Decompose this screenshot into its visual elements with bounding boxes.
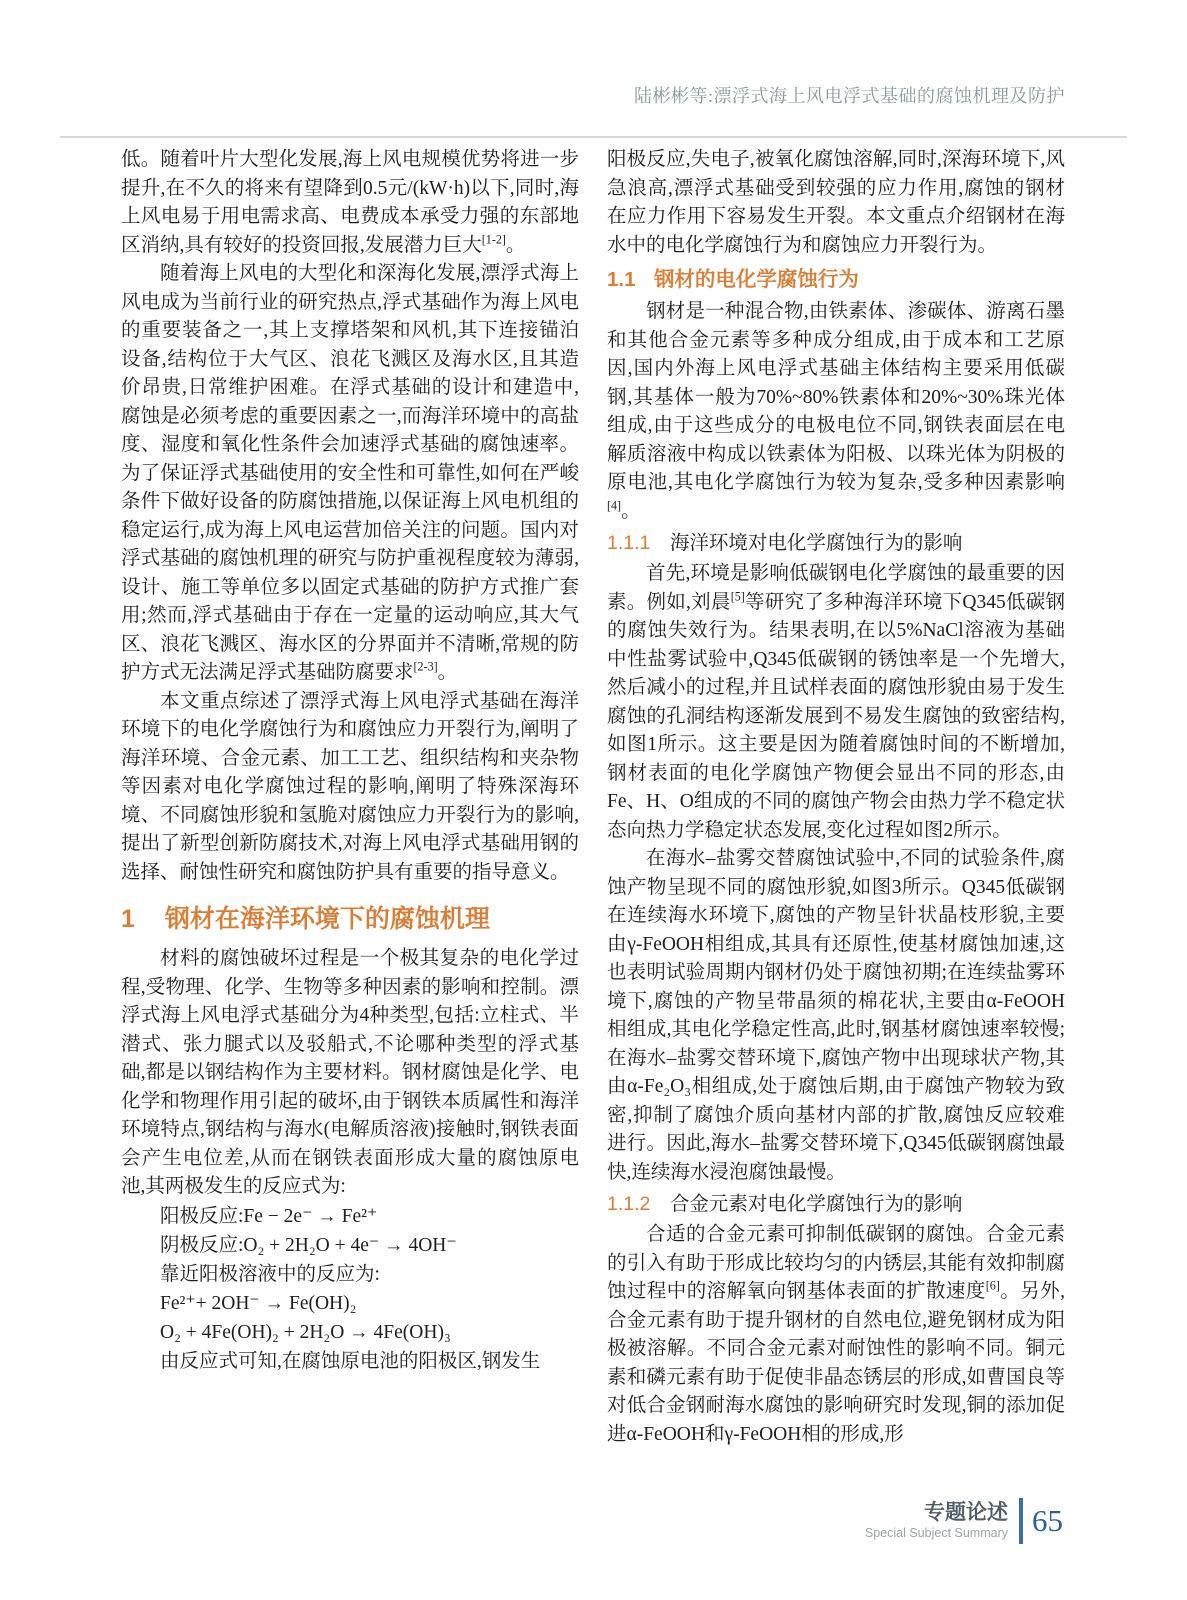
section-title: 钢材在海洋环境下的腐蚀机理 xyxy=(164,905,490,933)
page-footer xyxy=(865,1498,1063,1544)
paragraph: 合适的合金元素可抑制低碳钢的腐蚀。合金元素的引入有助于形成比较均匀的内锈层,其能有效抑制腐蚀过程中的溶解氧向钢基体表面的扩散速度[6]。另外,合金元素有助于提升钢材的自然电位,避免钢材成为阳极被溶解。不同合金元素对耐蚀性的影响不同。铜元素和磷元素有助于促使非晶态锈层的形成,如曹国良等对低合金钢耐海水腐蚀的影响研究时发现,铜的添加促进α-FeOOH和γ-FeOOH相的形成,形 xyxy=(607,1224,1065,1445)
running-title: 陆彬彬等:漂浮式海上风电浮式基础的腐蚀机理及防护 xyxy=(634,86,1065,106)
paragraph: 阳极反应,失电子,被氧化腐蚀溶解,同时,深海环境下,风急浪高,漂浮式基础受到较强的应力作用,腐蚀的钢材在应力作用下容易发生开裂。本文重点介绍钢材在海水中的电化学腐蚀行为和腐蚀应力开裂行为。 xyxy=(607,149,1065,256)
paragraph: 由反应式可知,在腐蚀原电池的阳极区,钢发生 xyxy=(160,1350,541,1372)
footer-section-labels xyxy=(865,1501,1008,1541)
section-heading-1 xyxy=(121,903,579,935)
page-number: 65 xyxy=(1032,1503,1063,1538)
paragraph: 本文重点综述了漂浮式海上风电浮式基础在海洋环境下的电化学腐蚀行为和腐蚀应力开裂行为,阐明了海洋环境、合金元素、加工工艺、组织结构和夹杂物等因素对电化学腐蚀过程的影响,阐明了特殊深海环境、不同腐蚀形貌和氢脆对腐蚀应力开裂行为的影响,提出了新型创新防腐技术,对海上风电浮式基础用钢的选择、耐蚀性研究和腐蚀防护具有重要的指导意义。 xyxy=(121,690,579,883)
article-body xyxy=(121,146,1065,1449)
section-heading-1-1-1 xyxy=(607,529,1065,558)
section-number: 1.1 xyxy=(607,268,636,291)
right-column xyxy=(607,146,1065,1449)
footer-section-cn: 专题论述 xyxy=(924,1501,1008,1524)
equation-anodic: 阳极反应:Fe − 2e⁻ → Fe²⁺ xyxy=(160,1205,378,1227)
equation-hydroxide: Fe²⁺+ 2OH⁻ → Fe(OH)₂ xyxy=(160,1292,357,1314)
paragraph: 首先,环境是影响低碳钢电化学腐蚀的最重要的因素。例如,刘晨[5]等研究了多种海洋环境下Q345低碳钢的腐蚀失效行为。结果表明,在以5%NaCl溶液为基础中性盐雾试验中,Q345低碳钢的锈蚀率是一个先增大,然后减小的过程,并且试样表面的腐蚀形貌由易于发生腐蚀的孔洞结构逐渐发展到不易发生腐蚀的致密结构,如图1所示。这主要是因为随着腐蚀时间的不断增加,钢材表面的电化学腐蚀产物便会显出不同的形态,由Fe、H、O组成的不同的腐蚀产物会由热力学不稳定状态向热力学稳定状态发展,变化过程如图2所示。 xyxy=(607,563,1065,841)
section-heading-1-1 xyxy=(607,265,1065,294)
section-title: 钢材的电化学腐蚀行为 xyxy=(653,268,859,291)
equation-oxidation: O₂ + 4Fe(OH)₂ + 2H₂O → 4Fe(OH)₃ xyxy=(160,1321,451,1343)
equation-label: 靠近阳极溶液中的反应为: xyxy=(160,1263,380,1285)
paragraph: 材料的腐蚀破坏过程是一个极其复杂的电化学过程,受物理、化学、生物等多种因素的影响和控制。漂浮式海上风电浮式基础分为4种类型,包括:立柱式、半潜式、张力腿式以及驳船式,不论哪种类型的浮式基础,都是以钢结构作为主要材料。钢材腐蚀是化学、电化学和物理作用引起的破坏,由于钢铁本质属性和海洋环境特点,钢结构与海水(电解质溶液)接触时,钢铁表面会产生电位差,从而在钢铁表面形成大量的腐蚀原电池,其两极发生的反应式为: xyxy=(121,948,579,1197)
section-title: 合金元素对电化学腐蚀行为的影响 xyxy=(669,1193,963,1215)
section-number: 1 xyxy=(121,905,135,933)
left-column xyxy=(121,146,579,1449)
section-heading-1-1-2 xyxy=(607,1190,1065,1219)
paragraph: 在海水–盐雾交替腐蚀试验中,不同的试验条件,腐蚀产物呈现不同的腐蚀形貌,如图3所示。Q345低碳钢在连续海水环境下,腐蚀的产物呈针状晶枝形貌,主要由γ-FeOOH相组成,其具有还原性,使基材腐蚀加速,这也表明试验周期内钢材仍处于腐蚀初期;在连续盐雾环境下,腐蚀的产物呈带晶须的棉花状,主要由α-FeOOH相组成,其电化学稳定性高,此时,钢基材腐蚀速率较慢;在海水–盐雾交替环境下,腐蚀产物中出现球状产物,其由α-Fe₂O₃相组成,处于腐蚀后期,由于腐蚀产物较为致密,抑制了腐蚀介质向基材内部的扩散,腐蚀反应较难进行。因此,海水–盐雾交替环境下,Q345低碳钢腐蚀最快,连续海水浸泡腐蚀最慢。 xyxy=(607,848,1065,1183)
paragraph: 低。随着叶片大型化发展,海上风电规模优势将进一步提升,在不久的将来有望降到0.5元/(kW·h)以下,同时,海上风电易于用电需求高、电费成本承受力强的东部地区消纳,具有较好的投资回报,发展潜力巨大[1-2]。 xyxy=(121,149,579,256)
section-number: 1.1.2 xyxy=(607,1193,651,1215)
footer-divider xyxy=(1019,1498,1023,1544)
equation-cathodic: 阴极反应:O₂ + 2H₂O + 4e⁻ → 4OH⁻ xyxy=(160,1234,457,1256)
section-number: 1.1.1 xyxy=(607,532,651,554)
section-title: 海洋环境对电化学腐蚀行为的影响 xyxy=(669,532,963,554)
footer-section-en: Special Subject Summary xyxy=(864,1526,1008,1540)
paragraph: 钢材是一种混合物,由铁素体、渗碳体、游离石墨和其他合金元素等多种成分组成,由于成本和工艺原因,国内外海上风电浮式基础主体结构主要采用低碳钢,其基体一般为70%~80%铁素体和20%~30%珠光体组成,由于这些成分的电极电位不同,钢铁表面层在电解质溶液中构成以铁素体为阳极、以珠光体为阴极的原电池,其电化学腐蚀行为较为复杂,受多种因素影响[4]。 xyxy=(607,301,1065,522)
paragraph: 随着海上风电的大型化和深海化发展,漂浮式海上风电成为当前行业的研究热点,浮式基础作为海上风电的重要装备之一,其上支撑塔架和风机,其下连接锚泊设备,结构位于大气区、浪花飞溅区及海水区,且其造价昂贵,日常维护困难。在浮式基础的设计和建造中,腐蚀是必须考虑的重要因素之一,而海洋环境中的高盐度、湿度和氧化性条件会加速浮式基础的腐蚀速率。为了保证浮式基础使用的安全性和可靠性,如何在严峻条件下做好设备的防腐蚀措施,以保证海上风电机组的稳定运行,成为海上风电运营加倍关注的问题。国内对浮式基础的腐蚀机理的研究与防护重视程度较为薄弱,设计、施工等单位多以固定式基础的防护方式推广套用;然而,浮式基础由于存在一定量的运动响应,其大气区、浪花飞溅区、海水区的分界面并不清晰,常规的防护方式无法满足浮式基础防腐要求[2-3]。 xyxy=(121,263,579,683)
header-rule xyxy=(60,136,1127,138)
